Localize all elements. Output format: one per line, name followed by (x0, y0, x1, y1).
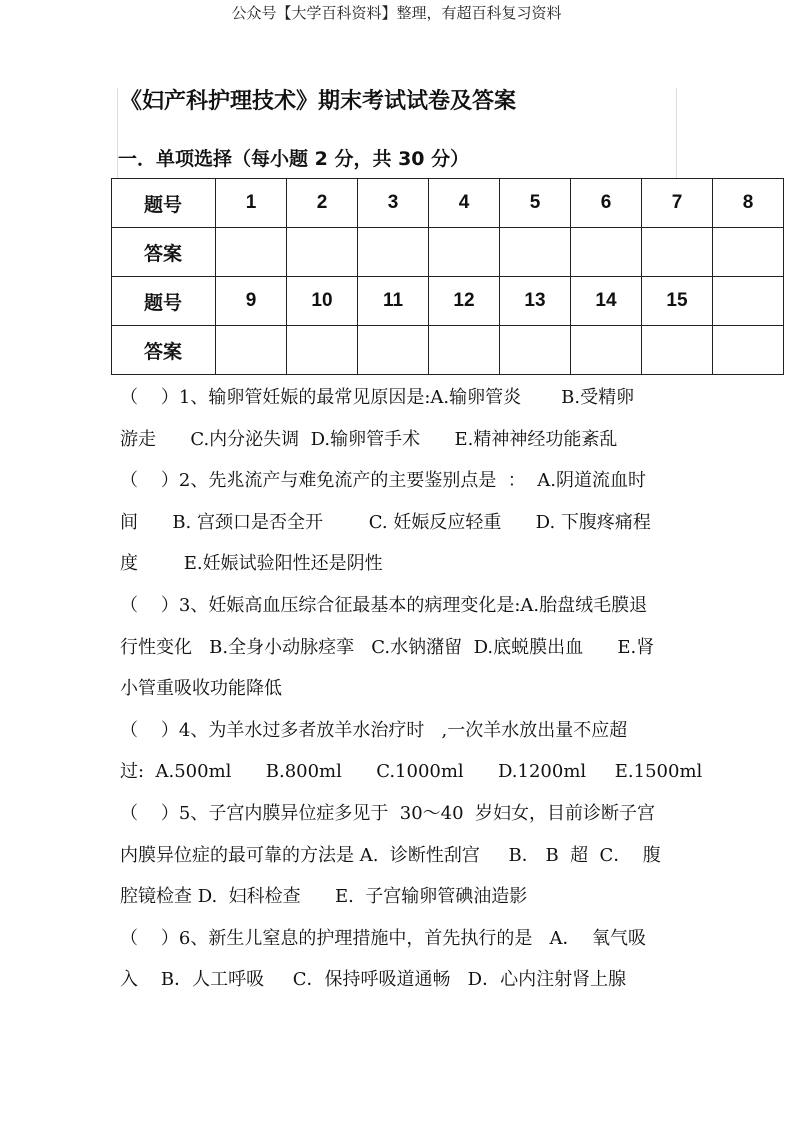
table-cell: 11 (358, 277, 429, 326)
page-title: 《妇产科护理技术》期末考试试卷及答案 (120, 89, 517, 114)
table-cell (500, 228, 571, 277)
table-cell (358, 228, 429, 277)
question-line: （ ）4、为羊水过多者放羊水治疗时 ,一次羊水放出量不应超 (120, 719, 628, 741)
question-line: （ ）3、妊娠高血压综合征最基本的病理变化是:A.胎盘绒毛膜退 (120, 595, 648, 616)
question-line: 小管重吸收功能降低 (120, 678, 282, 700)
table-cell: 5 (500, 179, 571, 228)
table-cell: 14 (571, 277, 642, 326)
table-cell (713, 228, 784, 277)
table-cell (429, 326, 500, 375)
answer-table (111, 178, 784, 375)
table-cell: 3 (358, 179, 429, 228)
table-cell: 1 (216, 179, 287, 228)
row-label: 答案 (112, 326, 216, 375)
divider (676, 88, 677, 178)
question-line: 间 B. 宫颈口是否全开 C. 妊娠反应轻重 D. 下腹疼痛程 (120, 511, 651, 533)
question-line: （ ）2、先兆流产与难免流产的主要鉴别点是 ： A.阴道流血时 (120, 470, 646, 492)
table-cell (287, 326, 358, 375)
question-line: 腔镜检查 D. 妇科检查 E. 子宫输卵管碘油造影 (120, 886, 528, 908)
table-cell (713, 277, 784, 326)
table-cell (500, 326, 571, 375)
table-cell: 8 (713, 179, 784, 228)
question-line: （ ）6、新生儿窒息的护理措施中，首先执行的是 A． 氧气吸 (120, 927, 646, 949)
table-cell: 4 (429, 179, 500, 228)
table-cell: 13 (500, 277, 571, 326)
table-cell: 12 (429, 277, 500, 326)
table-row (112, 326, 784, 375)
table-cell: 6 (571, 179, 642, 228)
table-cell (216, 326, 287, 375)
table-row (112, 228, 784, 277)
question-line: 内膜异位症的最可靠的方法是 A. 诊断性刮宫 B． B 超 C． 腹 (120, 844, 661, 866)
question-line: 入 B．人工呼吸 C．保持呼吸道通畅 D．心内注射肾上腺 (120, 969, 627, 991)
table-cell (429, 228, 500, 277)
table-cell (287, 228, 358, 277)
table-cell (358, 326, 429, 375)
question-line: （ ）1、输卵管妊娠的最常见原因是:A.输卵管炎 B.受精卵 (120, 387, 635, 408)
table-cell: 10 (287, 277, 358, 326)
table-cell (571, 326, 642, 375)
question-line: 过: A.500ml B.800ml C.1000ml D.1200ml E.1500ml (120, 761, 703, 783)
question-line: 行性变化 B.全身小动脉痉挛 C.水钠潴留 D.底蜕膜出血 E.肾 (120, 636, 655, 658)
row-label: 题号 (112, 179, 216, 228)
table-row (112, 179, 784, 228)
table-cell (216, 228, 287, 277)
row-label: 题号 (112, 277, 216, 326)
question-line: 游走 C.内分泌失调 D.输卵管手术 E.精神神经功能紊乱 (120, 428, 618, 450)
table-cell: 7 (642, 179, 713, 228)
table-row (112, 277, 784, 326)
header-note: 公众号【大学百科资料】整理，有超百科复习资料 (231, 4, 562, 22)
table-cell (642, 228, 713, 277)
section-heading: 一．单项选择（每小题 2 分，共 30 分） (118, 148, 470, 170)
table-cell (642, 326, 713, 375)
question-line: （ ）5、子宫内膜异位症多见于 30～40 岁妇女，目前诊断子宫 (120, 803, 656, 824)
table-cell: 9 (216, 277, 287, 326)
table-cell: 15 (642, 277, 713, 326)
table-cell: 2 (287, 179, 358, 228)
table-cell (571, 228, 642, 277)
table-cell (713, 326, 784, 375)
row-label: 答案 (112, 228, 216, 277)
question-line: 度 E.妊娠试验阳性还是阴性 (120, 553, 383, 575)
